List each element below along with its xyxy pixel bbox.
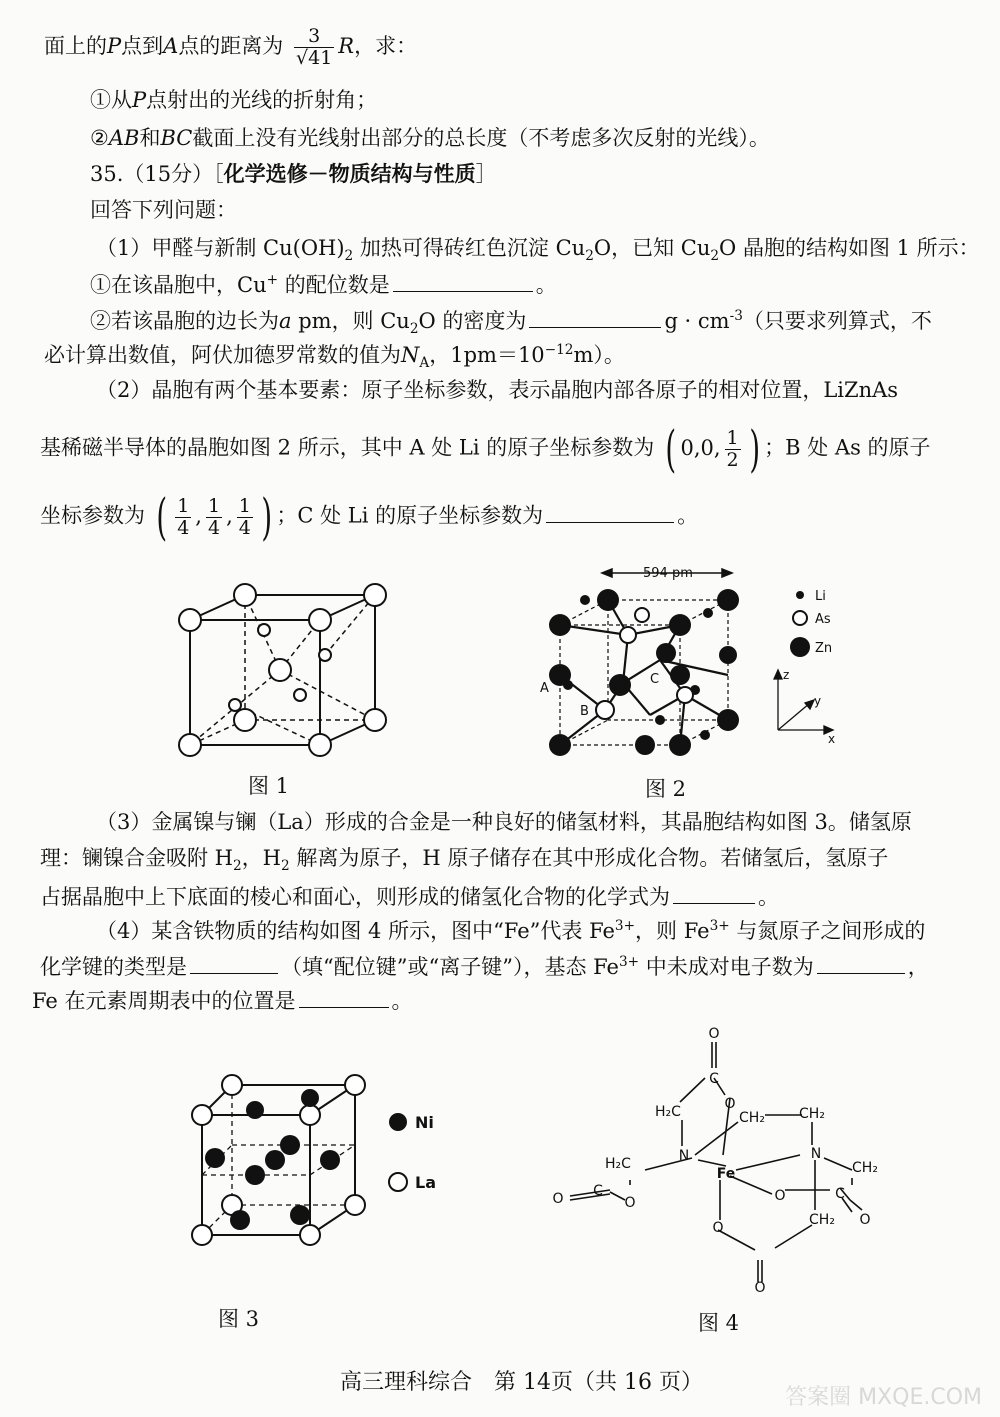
atom-label: O bbox=[624, 1195, 636, 1211]
figure-3-lani-cell bbox=[180, 1070, 460, 1250]
part-3-line3: 占据晶胞中上下底面的棱心和面心，则形成的储氢化合物的化学式为 。 bbox=[40, 882, 779, 910]
part-1-q2-cont: 必计算出数值，阿伏加德罗常数的值为$N_A$，$1pm=10^{-12}m$）。 bbox=[44, 342, 625, 372]
atom-label: H₂C bbox=[655, 1104, 681, 1120]
axis-y: y bbox=[814, 694, 822, 708]
answer-blank[interactable] bbox=[673, 882, 755, 904]
figure-2-caption: 图 2 bbox=[645, 777, 687, 801]
label-c: C bbox=[650, 672, 660, 687]
answer-blank[interactable] bbox=[817, 952, 905, 974]
atom-label: O bbox=[552, 1191, 564, 1207]
part-1-intro: （1）甲醛与新制 $Cu(OH)_2$ 加热可得砖红色沉淀 $Cu_2O$，已知 $Cu_2O$ 晶胞的结构如图 1 所示： bbox=[96, 236, 980, 265]
part-3-line2: 理：镧镍合金吸附 $H_2$，$H_2$ 解离为原子，H 原子储存在其中形成化合物。若储氢后，氢原子 bbox=[40, 846, 889, 875]
atom-label: O bbox=[754, 1280, 766, 1296]
atom-label: CH₂ bbox=[799, 1106, 825, 1122]
distance-fraction: $\frac{3}{√41}$ bbox=[296, 25, 333, 69]
atom-label: CH₂ bbox=[852, 1160, 878, 1176]
atom-label: N bbox=[678, 1148, 690, 1164]
page-footer: 高三理科综合 第 14页（共 16 页） bbox=[340, 1370, 703, 1395]
atom-label: C bbox=[593, 1183, 603, 1199]
dimension-label: 594 pm bbox=[643, 566, 693, 581]
label-b: B bbox=[580, 704, 589, 719]
figure-4-caption: 图 4 bbox=[698, 1311, 740, 1335]
atom-label: O bbox=[774, 1188, 786, 1204]
legend-la: La bbox=[415, 1173, 436, 1192]
atom-label: H₂C bbox=[605, 1156, 631, 1172]
question-35-header: 35.（15分）［化学选修－物质结构与性质］ bbox=[90, 162, 497, 186]
legend-li: Li bbox=[815, 589, 826, 604]
figure-1-cu2o-cell bbox=[160, 575, 400, 775]
atom-label: O bbox=[708, 1026, 720, 1042]
legend-zn: Zn bbox=[815, 641, 833, 656]
figure-2-lizna-cell bbox=[530, 555, 850, 770]
intro-line: 面上的P点到A点的距离为 $\frac{3}{√41}$ R，求： bbox=[44, 25, 418, 69]
part-2-line1: （2）晶胞有两个基本要素：原子坐标参数，表示晶胞内部各原子的相对位置，LiZnAs bbox=[96, 378, 899, 402]
atom-label: CH₂ bbox=[809, 1212, 835, 1228]
question-2: ②AB和BC截面上没有光线射出部分的总长度（不考虑多次反射的光线）。 bbox=[90, 126, 770, 150]
figure-3-caption: 图 3 bbox=[218, 1307, 260, 1331]
figure-4-fe-complex bbox=[540, 1020, 900, 1300]
answer-prompt: 回答下列问题： bbox=[90, 198, 237, 222]
legend-ni: Ni bbox=[415, 1113, 434, 1132]
answer-blank[interactable] bbox=[546, 501, 674, 523]
part-1-q1: ①在该晶胞中，Cu+ 的配位数是 。 bbox=[90, 272, 557, 297]
watermark: 答案圈 MXQE.COM bbox=[785, 1385, 982, 1410]
answer-blank[interactable] bbox=[393, 270, 533, 292]
atom-label: C bbox=[835, 1186, 845, 1202]
part-4-line1: （4）某含铁物质的结构如图 4 所示，图中“Fe”代表 $Fe^{3+}$，则 $Fe^{3+}$ 与氮原子之间形成的 bbox=[96, 918, 926, 943]
atom-label: CH₂ bbox=[739, 1110, 765, 1126]
label-a: A bbox=[540, 681, 549, 696]
answer-blank[interactable] bbox=[299, 986, 389, 1008]
axis-z: z bbox=[783, 668, 790, 682]
part-3-line1: （3）金属镍与镧（La）形成的合金是一种良好的储氢材料，其晶胞结构如图 3。储氢原 bbox=[96, 810, 912, 834]
atom-label: O bbox=[859, 1212, 871, 1228]
part-2-line2: 基稀磁半导体的晶胞如图 2 所示，其中 A 处 Li 的原子坐标参数为 ( 0,0, $\frac{1}{2}$ ) ；B 处 As 的原子 bbox=[40, 420, 931, 478]
atom-label: C bbox=[709, 1071, 719, 1087]
answer-blank[interactable] bbox=[190, 952, 278, 974]
legend-as: As bbox=[815, 612, 831, 627]
part-2-line3: 坐标参数为 ( $\frac{1}{4}$ , $\frac{1}{4}$ , $\frac{1}{4}$ ) ；C 处 Li 的原子坐标参数为 。 bbox=[40, 488, 699, 546]
part-1-q2: ②若该晶胞的边长为a pm，则 $Cu_2O$ 的密度为 $g \cdot cm^{-3}$（只要求列算式，不 bbox=[90, 308, 932, 338]
atom-label: O bbox=[712, 1220, 724, 1236]
question-1: ①从P点射出的光线的折射角； bbox=[90, 88, 378, 112]
part-4-line2: 化学键的类型是 （填“配位键”或“离子键”），基态 $Fe^{3+}$ 中未成对电子数为 ， bbox=[40, 954, 929, 979]
axis-x: x bbox=[828, 732, 836, 746]
part-4-line3: Fe 在元素周期表中的位置是 。 bbox=[32, 986, 413, 1014]
atom-label: N bbox=[810, 1146, 822, 1162]
atom-label: O bbox=[724, 1096, 736, 1112]
answer-blank[interactable] bbox=[529, 306, 661, 328]
atom-label: Fe bbox=[716, 1166, 736, 1182]
figure-1-caption: 图 1 bbox=[248, 774, 290, 798]
